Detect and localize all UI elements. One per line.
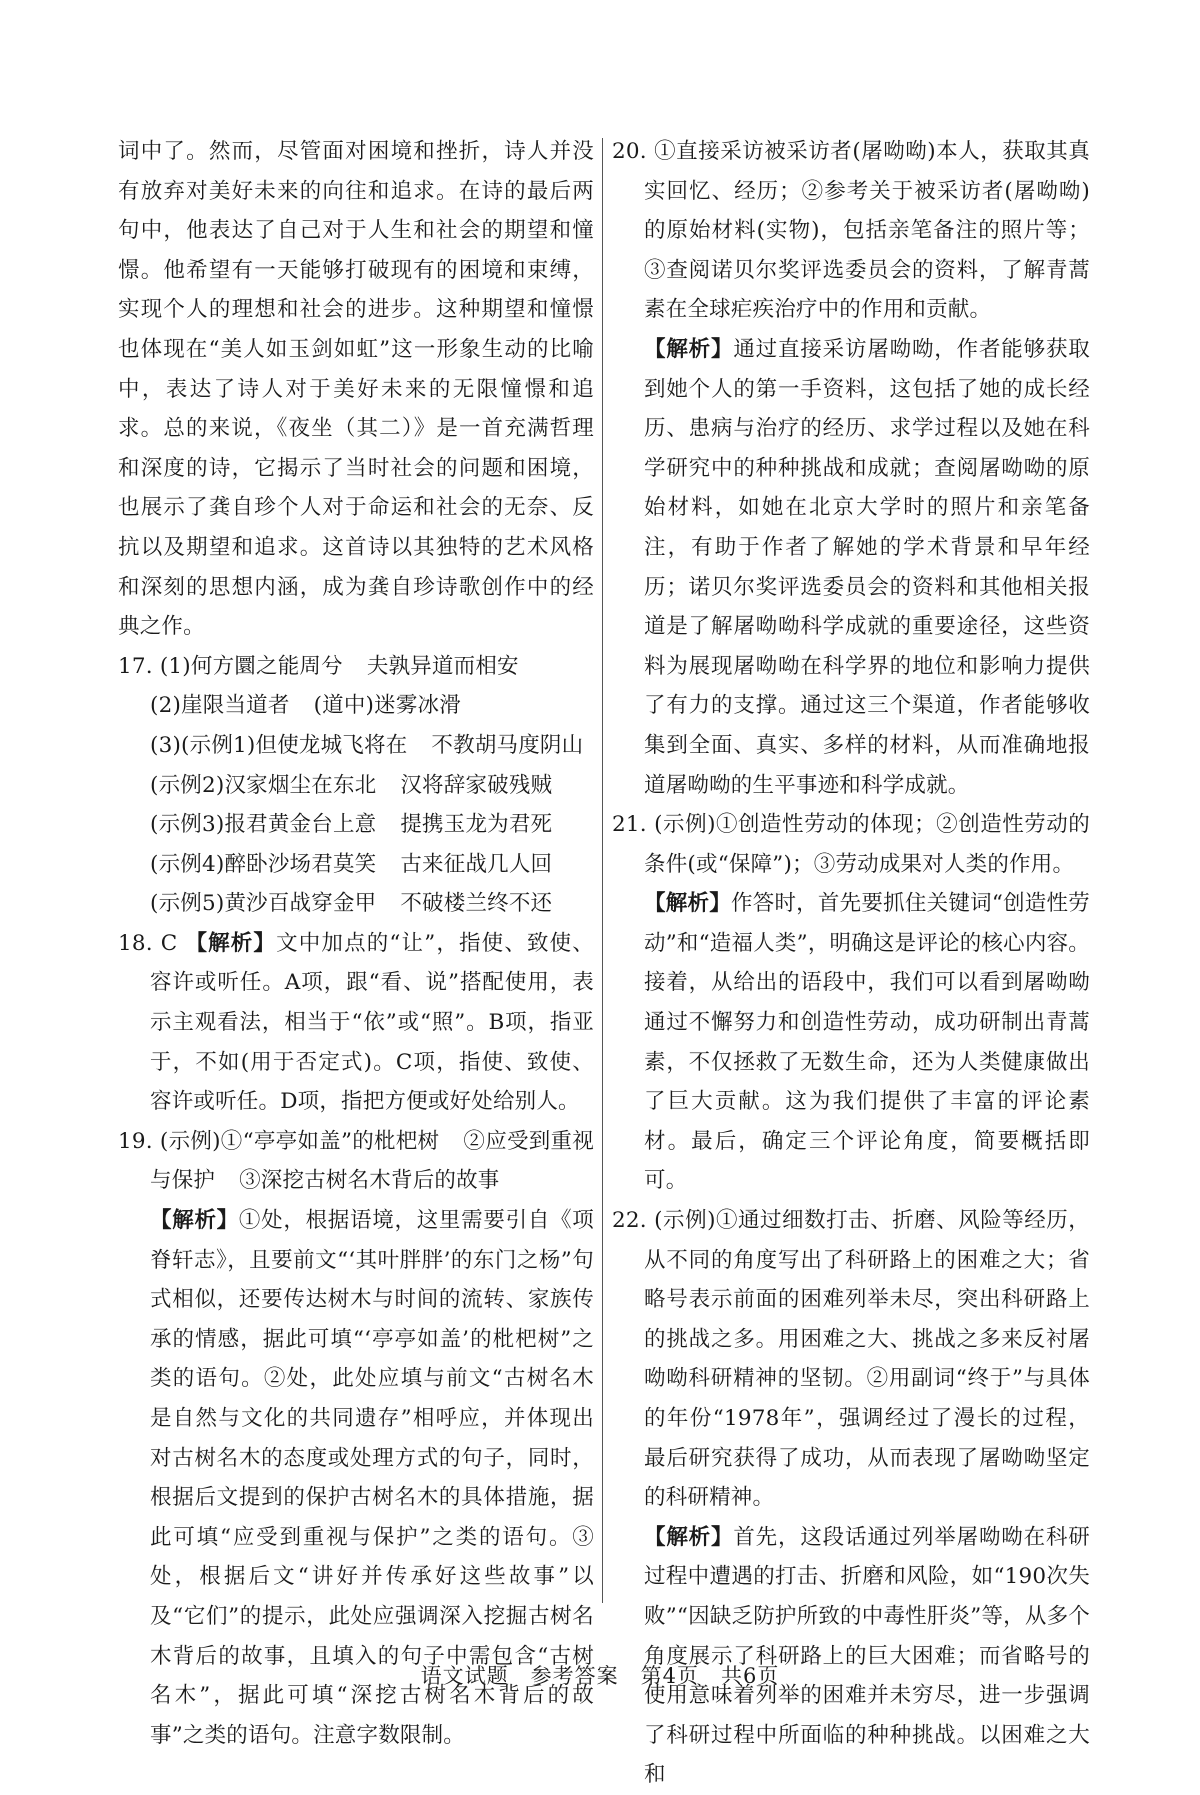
analysis-tag: 【解析】 xyxy=(644,1524,734,1550)
q20-analysis: 【解析】通过直接采访屠呦呦，作者能够获取到她个人的第一手资料，这包括了她的成长经历、患病与治疗的经历、求学过程以及她在科学研究中的种种挑战和成就；查阅屠呦呦的原始材料，如她在北京大学时的照片和亲笔备注，有助于作者了解她的学术背景和早年经历；诺贝尔奖评选委员会的资料和其他相关报道是了解屠呦呦科学成就的重要途径，这些资料为展现屠呦呦在科学界的地位和影响力提供了有力的支撑。通过这三个渠道，作者能够收集到全面、真实、多样的材料，从而准确地报道屠呦呦的生平事迹和科学成就。 xyxy=(644,336,1090,798)
q18-number: 18. xyxy=(118,930,153,956)
q17-line-3: (3)(示例1)但使龙城飞将在 不教胡马度阴山 xyxy=(150,732,584,758)
analysis-tag: 【解析】 xyxy=(150,1208,239,1234)
analysis-tag: 【解析】 xyxy=(644,336,734,362)
q16-continuation: 词中了。然而，尽管面对困境和挫折，诗人并没有放弃对美好未来的向往和追求。在诗的最后两句中，他表达了自己对于人生和社会的期望和憧憬。他希望有一天能够打破现有的困境和束缚，实现个人的理想和社会的进步。这种期望和憧憬也体现在“美人如玉剑如虹”这一形象生动的比喻中，表达了诗人对于美好未来的无限憧憬和追求。总的来说，《夜坐（其二）》是一首充满哲理和深度的诗，它揭示了当时社会的问题和困境，也展示了龚自珍个人对于命运和社会的无奈、反抗以及期望和追求。这首诗以其独特的艺术风格和深刻的思想内涵，成为龚自珍诗歌创作中的经典之作。 xyxy=(118,139,594,640)
q22-number: 22. xyxy=(612,1208,647,1234)
column-divider xyxy=(602,138,603,1603)
q17-line-4: (示例2)汉家烟尘在东北 汉将辞家破残贼 xyxy=(150,772,553,798)
q17-line-5: (示例3)报君黄金台上意 提携玉龙为君死 xyxy=(150,812,553,838)
answer-21: 21. (示例)①创造性劳动的体现；②创造性劳动的条件(或“保障”)；③劳动成果对人类的作用。 xyxy=(612,812,1090,877)
q19-analysis: 【解析】①处，根据语境，这里需要引自《项脊轩志》，且要前文“‘其叶胖胖’的东门之杨”句式相似，还要传达树木与时间的流转、家族传承的情感，据此可填“‘亭亭如盖’的枇杷树”之类的语句。②处，此处应填与前文“古树名木是自然与文化的共同遗存”相呼应，并体现出对古树名木的态度或处理方式的句子，同时，根据后文提到的保护古树名木的具体措施，据此可填“应受到重视与保护”之类的语句。③处，根据后文“讲好并传承好这些故事”以及“它们”的提示，此处应强调深入挖掘古树名木背后的故事，且填入的句子中需包含“古树名木”，据此可填“深挖古树名木背后的故事”之类的语句。注意字数限制。 xyxy=(150,1208,594,1748)
answer-22: 22. (示例)①通过细数打击、折磨、风险等经历，从不同的角度写出了科研路上的困难之大；省略号表示前面的困难列举未尽，突出科研路上的挑战之多。用困难之大、挑战之多来反衬屠呦呦科研精神的坚韧。②用副词“终于”与具体的年份“1978年”，强调经过了漫长的过程，最后研究获得了成功，从而表现了屠呦呦坚定的科研精神。 xyxy=(612,1208,1090,1511)
q18-choice: C xyxy=(160,930,178,956)
page-footer: 语文试题 参考答案 第4页 共6页 xyxy=(420,1664,780,1688)
q21-analysis: 【解析】作答时，首先要抓住关键词“创造性劳动”和“造福人类”，明确这是评论的核心内容。接着，从给出的语段中，我们可以看到屠呦呦通过不懈努力和创造性劳动，成功研制出青蒿素，不仅拯救了无数生命，还为人类健康做出了巨大贡献。这为我们提供了丰富的评论素材。最后，确定三个评论角度，简要概括即可。 xyxy=(644,891,1090,1194)
q21-number: 21. xyxy=(612,812,647,838)
left-column xyxy=(118,132,594,1755)
answer-20: 20. ①直接采访被采访者(屠呦呦)本人，获取其真实回忆、经历；②参考关于被采访者(屠呦呦)的原始材料(实物)，包括亲笔备注的照片等；③查阅诺贝尔奖评选委员会的资料，了解青蒿素在全球疟疾治疗中的作用和贡献。 xyxy=(612,139,1090,323)
q22-analysis: 【解析】首先，这段话通过列举屠呦呦在科研过程中遭遇的打击、折磨和风险，如“190次失败”“因缺乏防护所致的中毒性肝炎”等，从多个角度展示了科研路上的巨大困难；而省略号的使用意味着列举的困难并未穷尽，进一步强调了科研过程中所面临的种种挑战。以困难之大和 xyxy=(644,1524,1090,1788)
answer-17: 17. (1)何方圜之能周兮 夫孰异道而相安 xyxy=(118,653,519,679)
q17-line-6: (示例4)醉卧沙场君莫笑 古来征战几人回 xyxy=(150,851,553,877)
q17-line-2: (2)崖限当道者 (道中)迷雾冰滑 xyxy=(150,693,461,719)
q17-number: 17. xyxy=(118,653,153,679)
right-column xyxy=(612,132,1090,1795)
q19-number: 19. xyxy=(118,1128,153,1154)
analysis-tag: 【解析】 xyxy=(644,891,731,917)
analysis-tag: 【解析】 xyxy=(185,930,277,956)
answer-18: 18. C 【解析】文中加点的“让”，指使、致使、容许或听任。A项，跟“看、说”搭配使用，表示主观看法，相当于“依”或“照”。B项，指亚于，不如(用于否定式)。C项，指使、致使、容许或听任。D项，指把方便或好处给别人。 xyxy=(118,930,594,1115)
q20-number: 20. xyxy=(612,139,647,164)
q17-line-7: (示例5)黄沙百战穿金甲 不破楼兰终不还 xyxy=(150,891,553,917)
answer-19: 19. (示例)①“亭亭如盖”的枇杷树 ②应受到重视与保护 ③深挖古树名木背后的故事 xyxy=(118,1128,595,1194)
